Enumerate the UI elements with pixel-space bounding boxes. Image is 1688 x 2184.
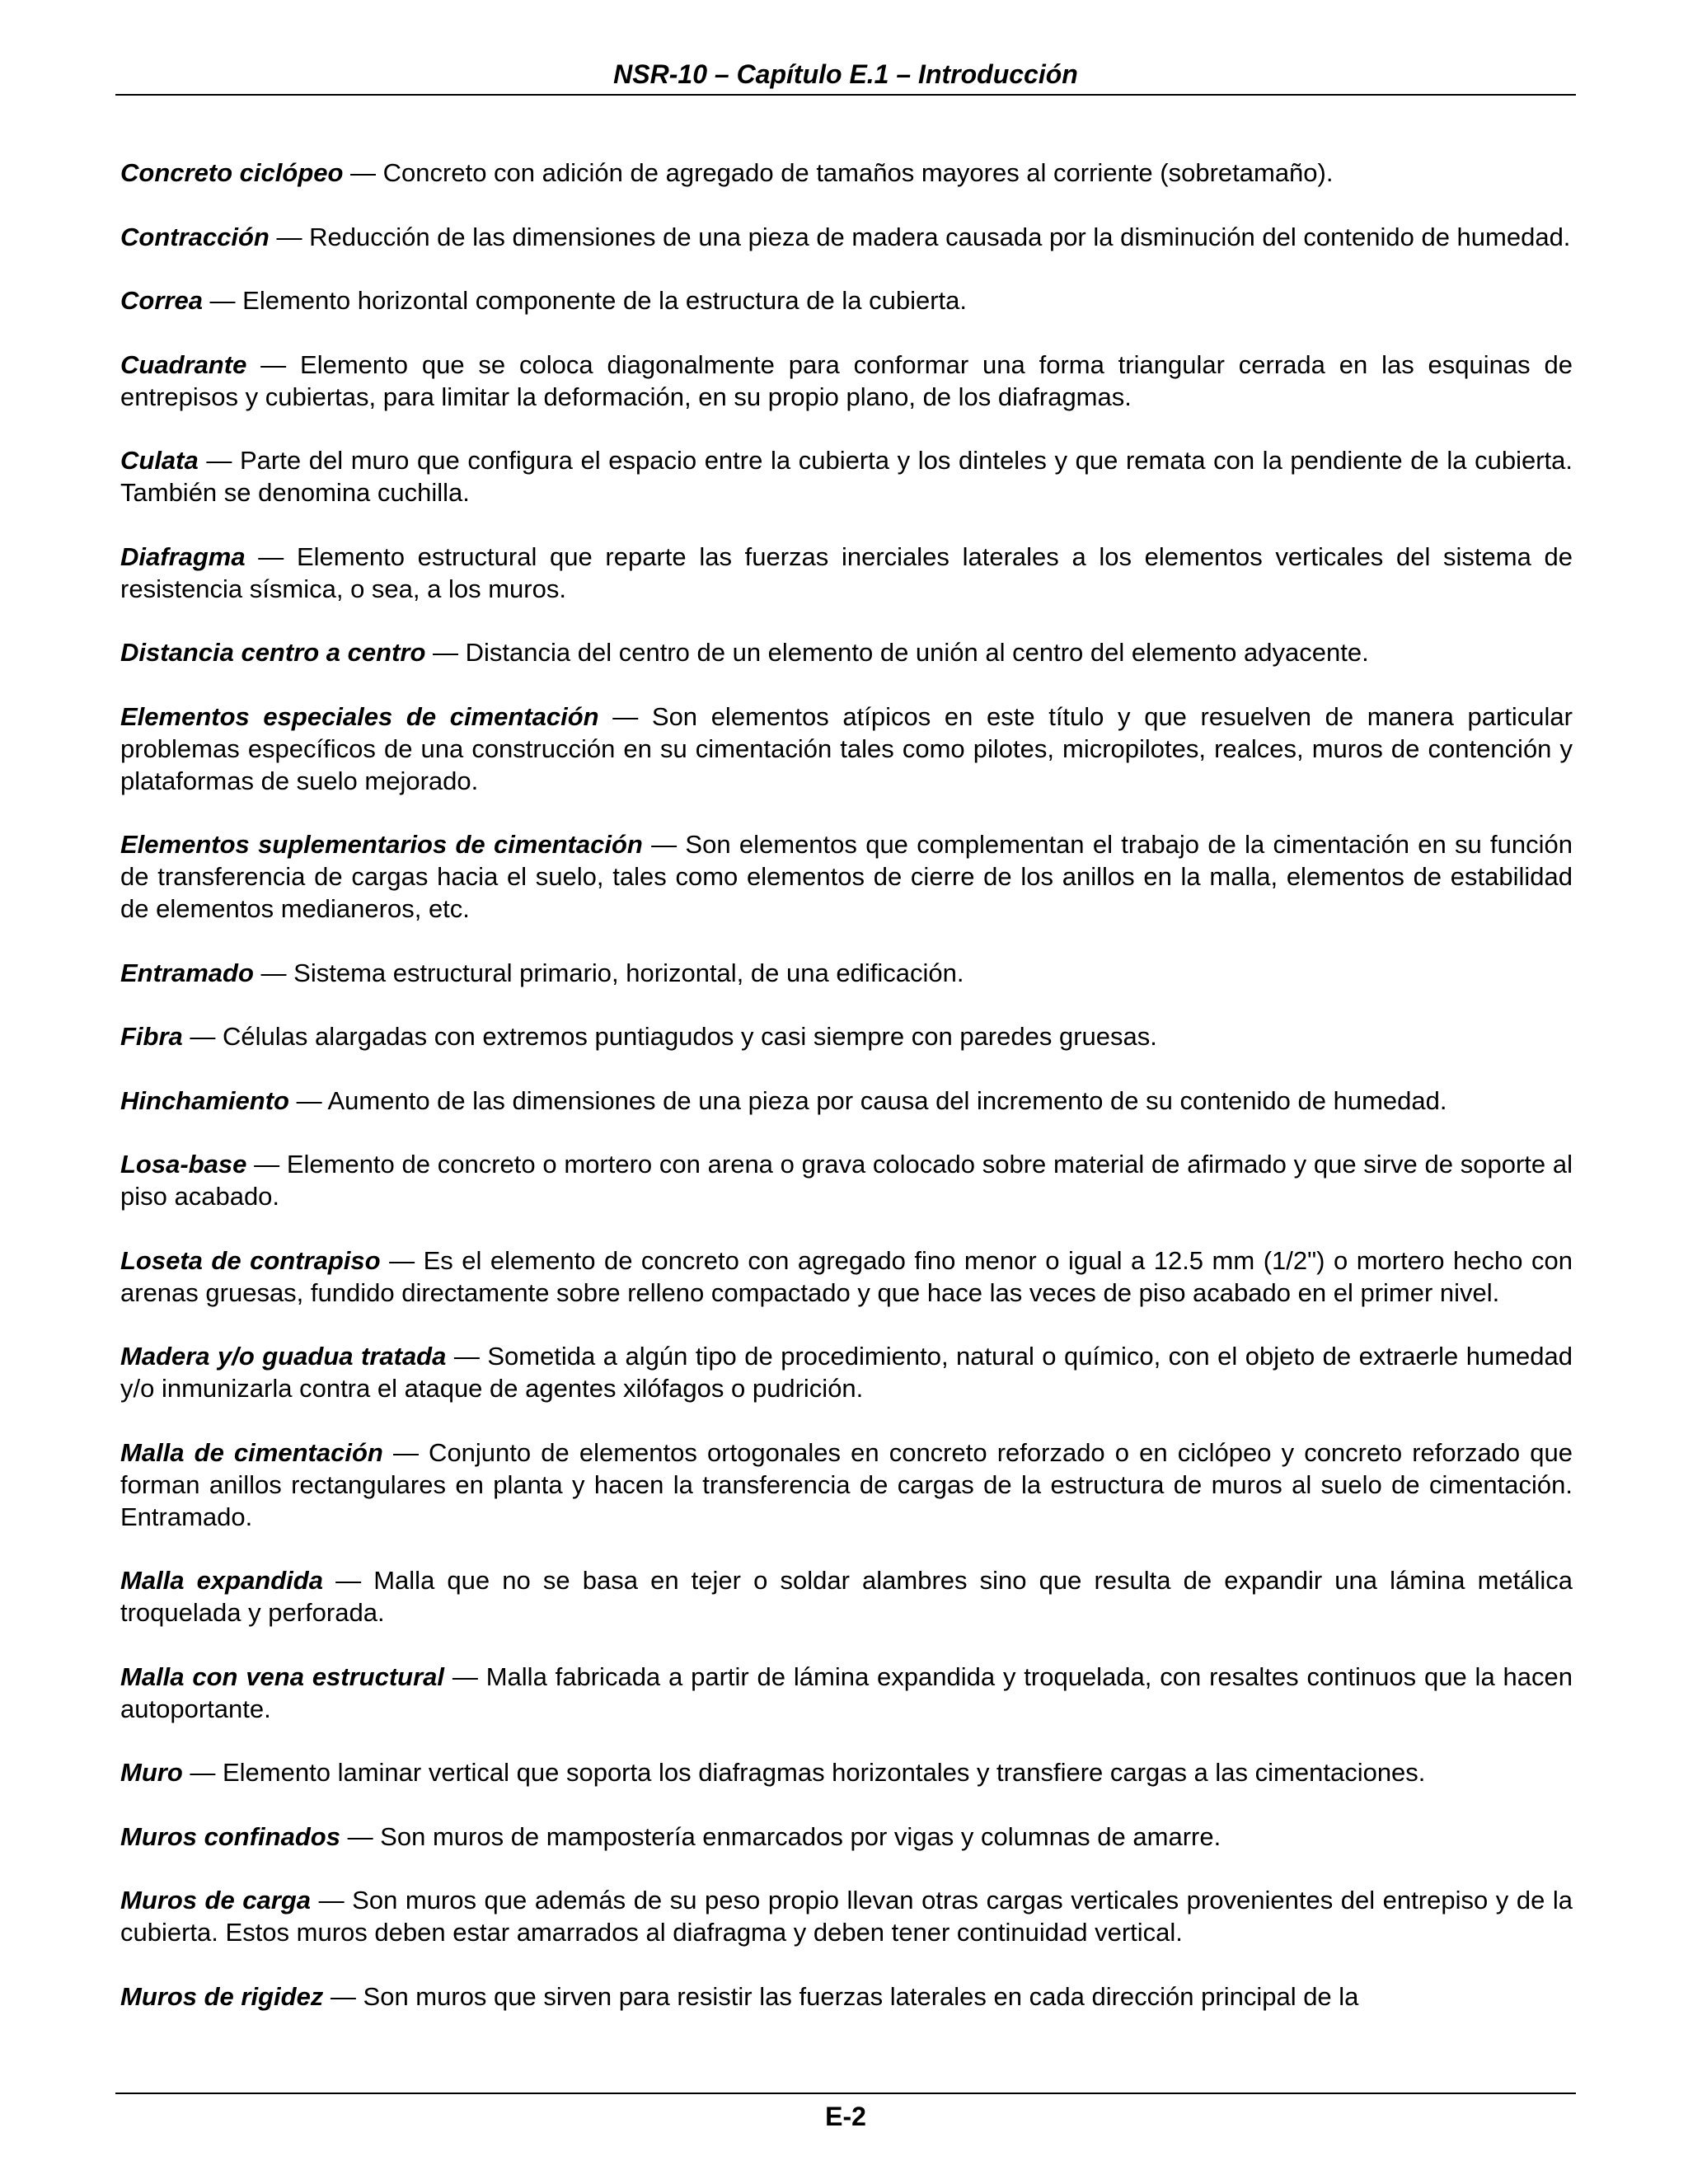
glossary-term: Culata	[120, 446, 199, 475]
glossary-term: Entramado	[120, 958, 254, 987]
glossary-term: Elementos especiales de cimentación	[120, 701, 599, 731]
glossary-entry	[120, 444, 1573, 509]
glossary-term: Diafragma	[120, 541, 246, 571]
glossary-entry	[120, 221, 1573, 253]
glossary-entry	[120, 1148, 1573, 1212]
glossary-definition: — Parte del muro que configura el espacio entre la cubierta y los dinteles y que remata con la pendiente de la cubierta. También se denomina cuchilla.	[120, 446, 1573, 507]
glossary-definition: — Células alargadas con extremos puntiagudos y casi siempre con paredes gruesas.	[182, 1022, 1157, 1051]
glossary-definition: — Elemento de concreto o mortero con arena o grava colocado sobre material de afirmado y que sirve de soporte al piso acabado.	[120, 1150, 1573, 1211]
header-divider	[115, 94, 1576, 96]
glossary-term: Distancia centro a centro	[120, 638, 426, 667]
glossary-definition: — Elemento horizontal componente de la estructura de la cubierta.	[202, 286, 968, 315]
glossary-definition: — Son muros que además de su peso propio llevan otras cargas verticales provenientes del entrepiso y de la cubierta. Estos muros deben estar amarrados al diafragma y deben tener continuidad vertical.	[120, 1886, 1573, 1947]
glossary-entry	[120, 1436, 1573, 1533]
glossary-term: Hinchamiento	[120, 1085, 289, 1115]
glossary-term: Concreto ciclópeo	[120, 158, 344, 187]
glossary-definition: — Aumento de las dimensiones de una pieza por causa del incremento de su contenido de humedad.	[288, 1085, 1447, 1115]
glossary-content	[120, 157, 1573, 2069]
glossary-term: Loseta de contrapiso	[120, 1245, 381, 1275]
glossary-definition: — Reducción de las dimensiones de una pieza de madera causada por la disminución del contenido de humedad.	[269, 222, 1571, 251]
glossary-definition: — Son elementos atípicos en este título y que resuelven de manera particular problemas específicos de una construcción en su cimentación tales como pilotes, micropilotes, realces, muros de contención y plataformas de suelo mejorado.	[120, 701, 1573, 795]
glossary-definition: — Sometida a algún tipo de procedimiento, natural o químico, con el objeto de extraerle humedad y/o inmunizarla contra el ataque de agentes xilófagos o pudrición.	[120, 1342, 1573, 1403]
glossary-term: Malla de cimentación	[120, 1437, 383, 1467]
glossary-definition: — Es el elemento de concreto con agregado fino menor o igual a 12.5 mm (1/2") o mortero hecho con arenas gruesas, fundido directamente sobre relleno compactado y que hace las veces de piso acabado en el primer nivel.	[120, 1245, 1573, 1307]
glossary-definition: — Distancia del centro de un elemento de unión al centro del elemento adyacente.	[425, 638, 1369, 667]
glossary-term: Losa-base	[120, 1150, 247, 1179]
glossary-entry	[120, 1661, 1573, 1725]
glossary-definition: — Malla fabricada a partir de lámina expandida y troquelada, con resaltes continuos que la hacen autoportante.	[120, 1661, 1573, 1723]
glossary-entry	[120, 1340, 1573, 1404]
glossary-entry	[120, 1884, 1573, 1948]
glossary-term: Muros confinados	[120, 1821, 340, 1851]
glossary-term: Muros de carga	[120, 1886, 312, 1915]
page-number: E-2	[825, 2102, 866, 2131]
glossary-term: Malla con vena estructural	[120, 1661, 445, 1691]
glossary-entry	[120, 1821, 1573, 1853]
page-header: NSR-10 – Capítulo E.1 – Introducción	[613, 59, 1078, 89]
glossary-term: Muro	[120, 1758, 183, 1787]
glossary-definition: — Malla que no se basa en tejer o soldar alambres sino que resulta de expandir una lámina metálica troquelada y perforada.	[120, 1566, 1573, 1627]
glossary-definition: — Son elementos que complementan el trabajo de la cimentación en su función de transferencia de cargas hacia el suelo, tales como elementos de cierre de los anillos en la malla, elementos de estabilidad de elementos medianeros, etc.	[120, 830, 1573, 923]
glossary-definition: — Sistema estructural primario, horizontal, de una edificación.	[253, 958, 964, 987]
glossary-entry	[120, 1756, 1573, 1788]
glossary-entry	[120, 701, 1573, 797]
glossary-term: Fibra	[120, 1022, 183, 1051]
glossary-entry	[120, 957, 1573, 989]
glossary-term: Contracción	[120, 222, 270, 251]
glossary-entry	[120, 828, 1573, 925]
glossary-term: Cuadrante	[120, 349, 247, 379]
glossary-term: Madera y/o guadua tratada	[120, 1342, 447, 1371]
glossary-entry	[120, 284, 1573, 316]
glossary-entry	[120, 1980, 1573, 2013]
glossary-term: Malla expandida	[120, 1566, 323, 1595]
glossary-entry	[120, 541, 1573, 605]
glossary-definition: — Elemento que se coloca diagonalmente para conformar una forma triangular cerrada en las esquinas de entrepisos y cubiertas, para limitar la deformación, en su propio plano, de los diafragmas.	[120, 349, 1573, 411]
glossary-entry	[120, 1564, 1573, 1629]
glossary-definition: — Concreto con adición de agregado de tamaños mayores al corriente (sobretamaño).	[343, 158, 1334, 187]
glossary-definition: — Elemento estructural que reparte las fuerzas inerciales laterales a los elementos verticales del sistema de resistencia sísmica, o sea, a los muros.	[120, 541, 1573, 603]
glossary-entry	[120, 157, 1573, 189]
footer-divider	[115, 2093, 1576, 2094]
glossary-term: Elementos suplementarios de cimentación	[120, 830, 643, 859]
glossary-term: Muros de rigidez	[120, 1981, 324, 2011]
glossary-definition: — Elemento laminar vertical que soporta los diafragmas horizontales y transfiere cargas a las cimentaciones.	[182, 1758, 1426, 1787]
glossary-definition: — Son muros de mampostería enmarcados por vigas y columnas de amarre.	[340, 1821, 1221, 1851]
glossary-entry	[120, 1085, 1573, 1117]
glossary-term: Correa	[120, 286, 203, 315]
glossary-definition: — Conjunto de elementos ortogonales en concreto reforzado o en ciclópeo y concreto reforzado que forman anillos rectangulares en planta y hacen la transferencia de cargas de la estructura de muros al suelo de cimentación. Entramado.	[120, 1437, 1573, 1531]
glossary-entry	[120, 1244, 1573, 1309]
glossary-definition: — Son muros que sirven para resistir las fuerzas laterales en cada dirección principal de la	[323, 1981, 1359, 2011]
glossary-entry	[120, 349, 1573, 413]
glossary-entry	[120, 1020, 1573, 1052]
glossary-entry	[120, 636, 1573, 668]
